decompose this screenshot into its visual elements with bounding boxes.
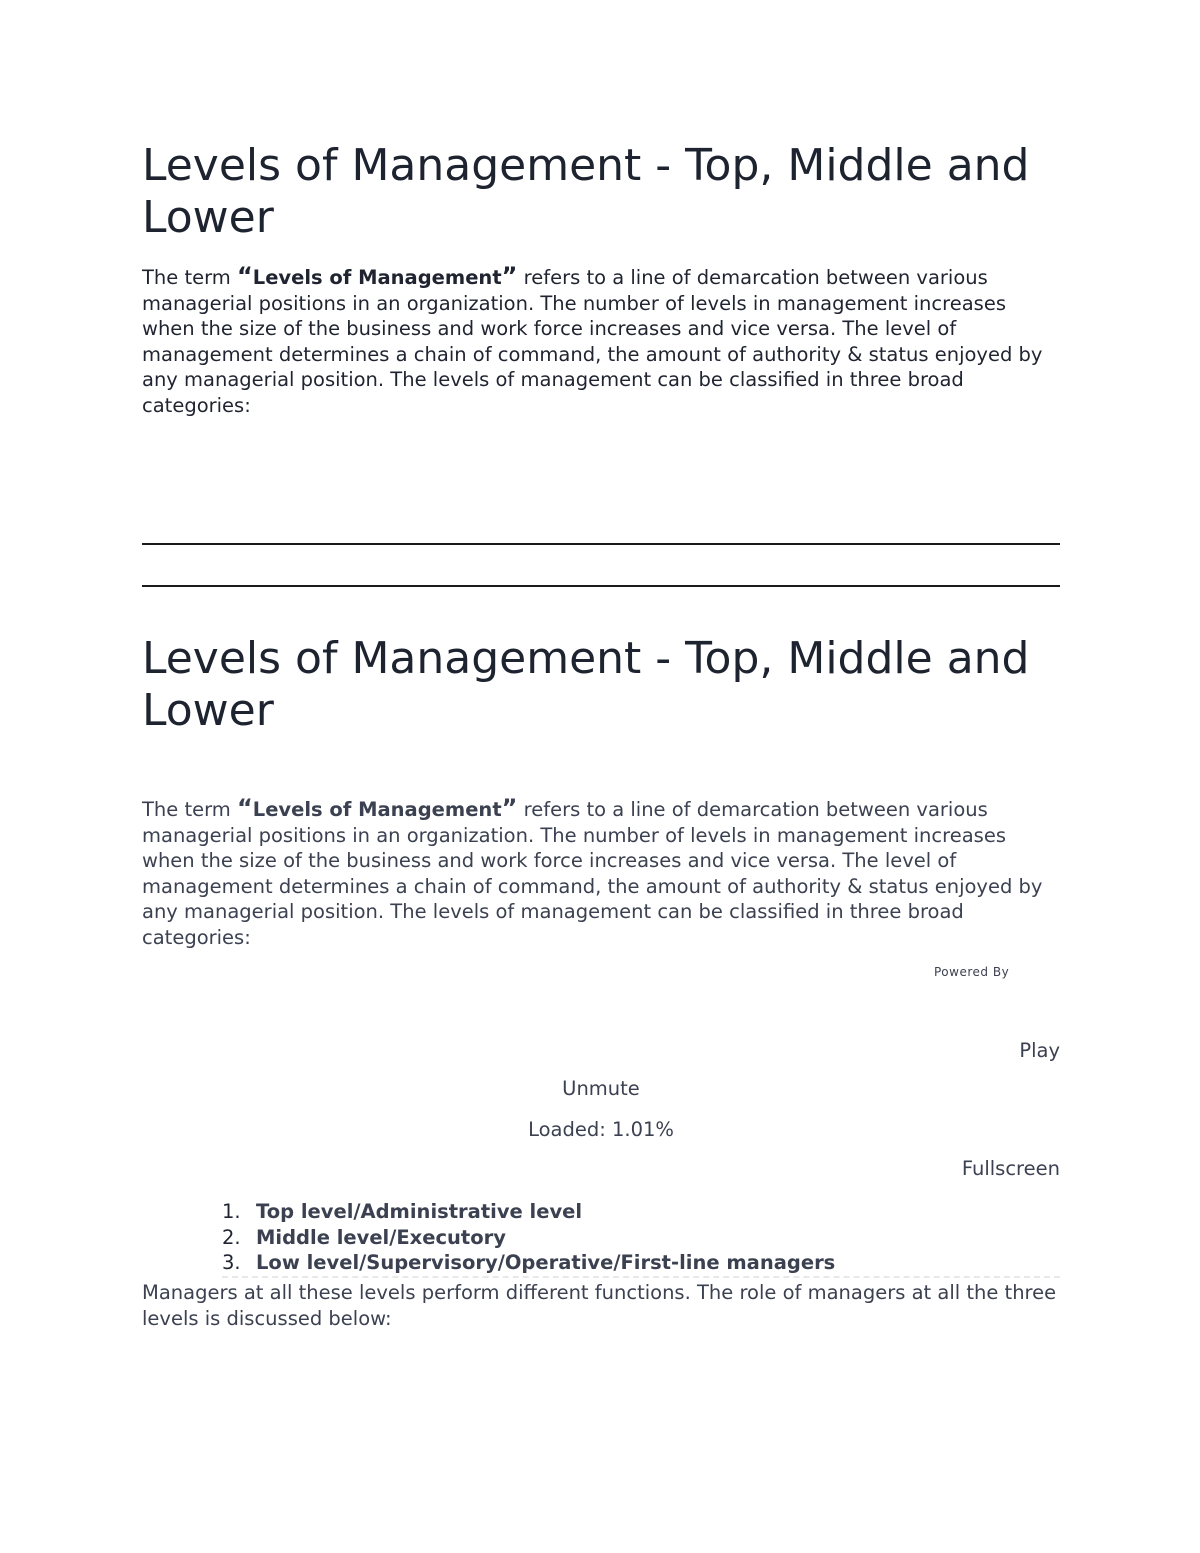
intro-text-before: The term <box>142 266 237 289</box>
list-item <box>142 1250 1060 1276</box>
list-number: 2. <box>222 1225 241 1249</box>
section-title: Levels of Management - Top, Middle and Lower <box>142 633 1030 736</box>
intro-paragraph-repeat <box>142 796 1060 950</box>
loaded-progress-text: Loaded: 1.01% <box>528 1118 674 1141</box>
list-label: Low level/Supervisory/Operative/First-line managers <box>256 1251 836 1274</box>
play-button[interactable]: Play <box>1019 1039 1060 1062</box>
horizontal-rule <box>142 543 1060 545</box>
close-quote: ” <box>501 794 518 822</box>
dashed-divider <box>222 1276 1060 1278</box>
levels-list <box>142 1199 1060 1276</box>
list-label: Top level/Administrative level <box>256 1200 583 1223</box>
intro-text-after: refers to a line of demarcation between various managerial positions in an organization. The number of levels in management increases when the size of the business and work force increases and vice versa. The level of management determines a chain of command, the amount of authority & status enjoyed by any managerial position. The levels of management can be classified in three broad categories: <box>142 266 1043 417</box>
horizontal-rule <box>142 585 1060 587</box>
open-quote: “ <box>236 794 253 822</box>
list-number: 1. <box>222 1200 241 1223</box>
powered-by-label: Powered By <box>934 965 1010 979</box>
list-label: Middle level/Executory <box>256 1225 506 1249</box>
list-item <box>142 1199 1060 1225</box>
list-item <box>142 1225 1060 1251</box>
close-quote: ” <box>501 262 518 290</box>
fullscreen-button[interactable]: Fullscreen <box>961 1157 1060 1180</box>
open-quote: “ <box>236 262 253 290</box>
term-highlight: Levels of Management <box>252 798 502 821</box>
intro-text-after: refers to a line of demarcation between various managerial positions in an organization. The number of levels in management increases when the size of the business and work force increases and vice versa. The level of management determines a chain of command, the amount of authority & status enjoyed by any managerial position. The levels of management can be classified in three broad categories: <box>142 798 1043 949</box>
list-number: 3. <box>222 1251 241 1274</box>
intro-text-before: The term <box>142 798 237 821</box>
term-highlight: Levels of Management <box>252 266 502 289</box>
closing-paragraph: Managers at all these levels perform different functions. The role of managers at all the three levels is discussed below: <box>142 1281 1057 1330</box>
intro-paragraph <box>142 264 1060 418</box>
page-title: Levels of Management - Top, Middle and Lower <box>142 140 1030 243</box>
unmute-button[interactable]: Unmute <box>562 1077 640 1100</box>
